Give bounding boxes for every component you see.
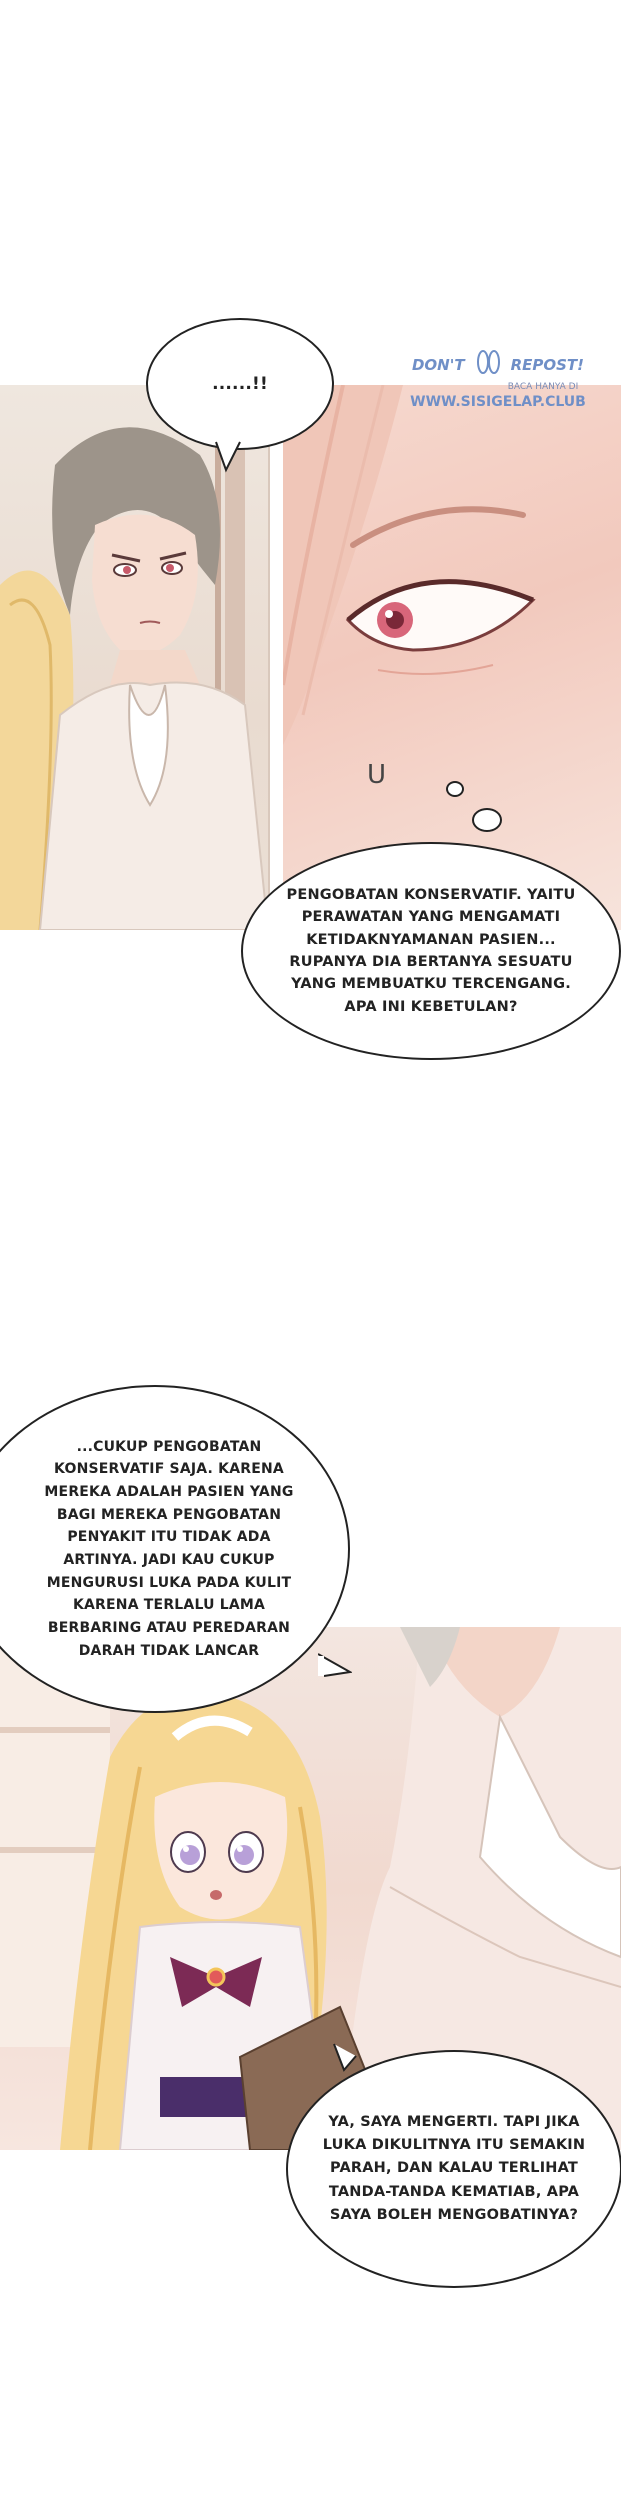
- speech-bubble-mengerti: YA, SAYA MENGERTI. TAPI JIKA LUKA DIKULITNYA ITU SEMAKIN PARAH, DAN KALAU TERLIHAT TANDA-TANDA KEMATIAB, APA SAYA BOLEH MENGOBATINYA?: [286, 2050, 621, 2288]
- speech-bubble-konservatif: ...CUKUP PENGOBATAN KONSERVATIF SAJA. KARENA MEREKA ADALAH PASIEN YANG BAGI MEREKA PENGOBATAN PENYAKIT ITU TIDAK ADA ARTINYA. JADI KAU CUKUP MENGURUSI LUKA PADA KULIT KARENA TERLALU LAMA BERBARING ATAU PEREDARAN DARAH TIDAK LANCAR: [0, 1385, 350, 1713]
- bunny-icon: [471, 350, 505, 380]
- speech-bubble-surprise: ......!!: [146, 318, 334, 450]
- sweat-mark: U: [367, 760, 387, 790]
- thought-bubble-konservatif: PENGOBATAN KONSERVATIF. YAITU PERAWATAN YANG MENGAMATI KETIDAKNYAMANAN PASIEN... RUPANYA DIA BERTANYA SESUATU YANG MEMBUATKU TERCENGANG. APA INI KEBETULAN?: [241, 842, 621, 1060]
- man-face: [92, 515, 198, 655]
- speech-tail-mengerti: [330, 2042, 360, 2072]
- watermark: DON'T REPOST! BACA HANYA DI WWW.SISIGELAP.CLUB: [382, 350, 614, 450]
- thought-dot-small: [446, 781, 464, 797]
- thought-dot-large: [472, 808, 502, 832]
- speech-tail-surprise: [214, 440, 244, 474]
- speech-tail-konservatif: [318, 1650, 352, 1680]
